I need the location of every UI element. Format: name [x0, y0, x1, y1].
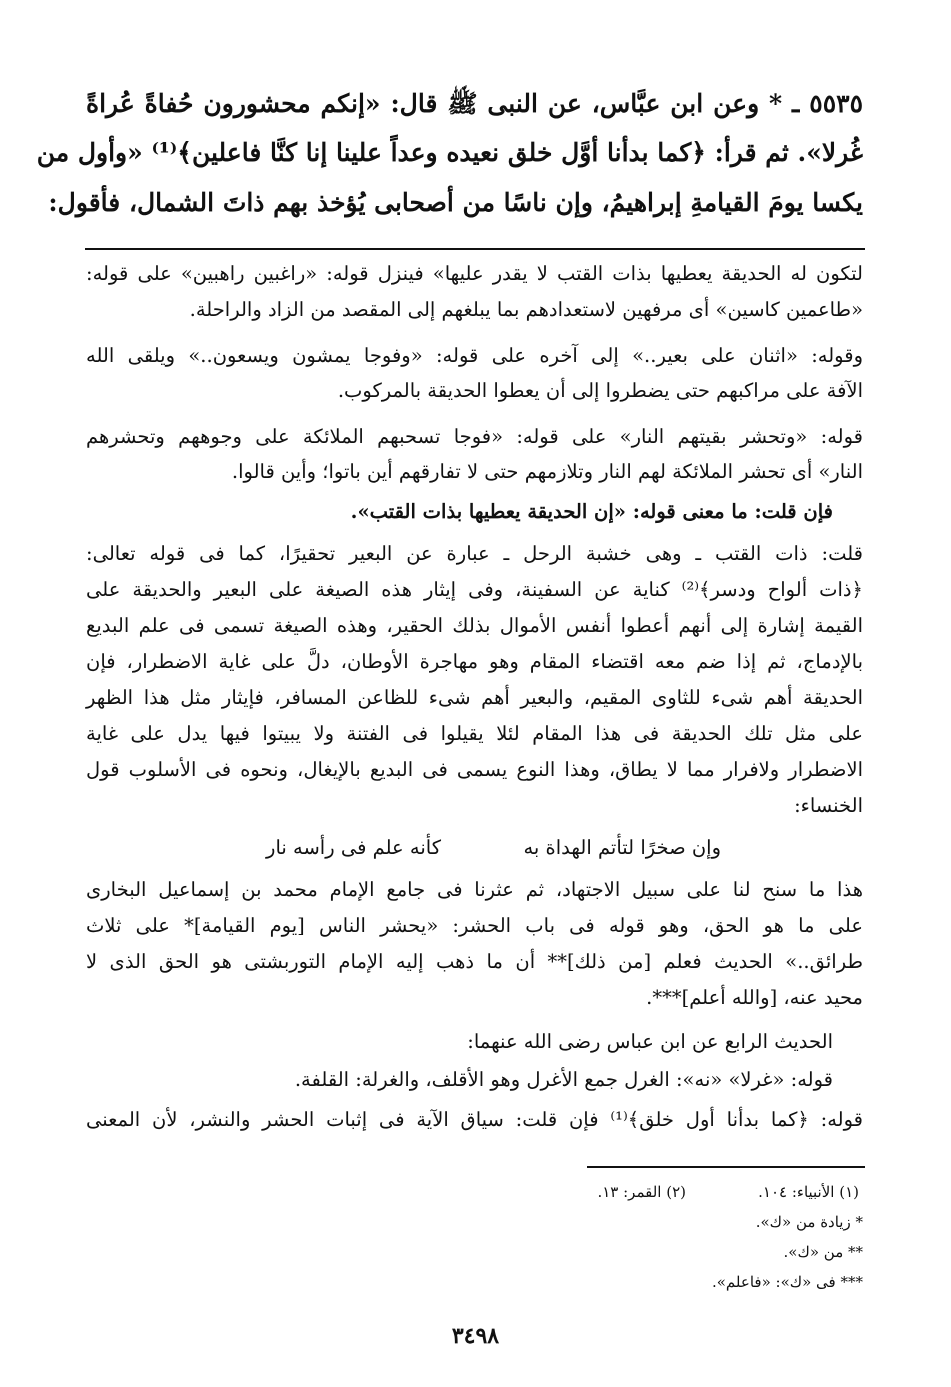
footnote-star-1: * زيادة من «ك». [755, 1213, 863, 1231]
commentary-line: قوله: «وتحشر بقيتهم النار» على قوله: «فوجا تسحبهم الملائكة على وجوههم وتحشرهم [86, 425, 863, 448]
footnote-star-3: *** فى «ك»: «فاعلم». [711, 1273, 863, 1291]
commentary-line: على مثل تلك الحديقة فى هذا المقام لئلا يقيلوا فى الفتنة ولا يبيتوا فيها يدل على غاية [86, 722, 863, 745]
commentary-line: الآفة على مراكبهم حتى يضطروا إلى أن يعطوا الحديقة بالمركوب. [337, 379, 863, 402]
commentary-line: لتكون له الحديقة يعطيها بذات القتب لا يقدر عليها» فينزل قوله: «راغبين راهبين» على قوله: [86, 262, 863, 285]
commentary-line: قوله: ﴿كما بدأنا أول خلق﴾⁽¹⁾ فإن قلت: سياق الآية فى إثبات الحشر والنشر، لأن المعنى [86, 1108, 863, 1131]
commentary-line: محيد عنه، [والله أعلم]***. [646, 986, 863, 1009]
commentary-line: قوله: «غرلا» «نه»: الغرل جمع الأغرل وهو الأقلف، والغرلة: القلفة. [294, 1068, 833, 1091]
footnote-rule [587, 1166, 865, 1168]
hadith-line-3: يكسا يومَ القيامةِ إبراهيمُ، وإن ناسًا من أصحابى يُؤخذ بهم ذاتَ الشمال، فأقول: [48, 188, 863, 217]
poem-second-hemistich: كأنه علم فى رأسه نار [266, 836, 441, 859]
hadith-line-1: ٥٥٣٥ ـ * وعن ابن عبَّاس، عن النبى ﷺ قال: «إنكم محشورون حُفاةً عُراةً [86, 89, 863, 118]
commentary-line: النار» أى تحشر الملائكة لهم النار وتلازمهم حتى لا تفارقهم أين باتوا؛ وأين قالوا. [231, 460, 863, 483]
commentary-line: الحديقة أهم شىء للثاوى المقيم، والبعير أهم شىء للظاعن المسافر، فإيثار مثل هذا الظهر [86, 686, 863, 709]
commentary-line: ﴿ذات ألواح ودسر﴾⁽²⁾ كناية عن السفينة، وفى إيثار هذه الصيغة على البعير والحديقة على [86, 578, 863, 601]
commentary-line: «طاعمين كاسين» أى مرفهين لاستعدادهم بما يبلغهم إلى المقصد من الزاد والراحلة. [189, 298, 863, 321]
commentary-line: وقوله: «اثنان على بعير..» إلى آخره على قوله: «وفوجا يمشون ويسعون..» ويلقى الله [86, 344, 863, 367]
section-heading: الحديث الرابع عن ابن عباس رضى الله عنهما: [467, 1030, 833, 1053]
commentary-line: قلت: ذات القتب ـ وهى خشبة الرحل ـ عبارة عن البعير تحقيرًا، كما فى قوله تعالى: [86, 542, 863, 565]
footnote-star-2: ** من «ك». [783, 1243, 863, 1261]
commentary-question: فإن قلت: ما معنى قوله: «إن الحديقة يعطيها بذات القتب». [350, 500, 833, 523]
commentary-line: بالإدماج، ثم إذا ضم معه اقتضاء المقام وهو مهاجرة الأوطان، دلَّ على غاية الاضطرار، فإن [86, 650, 863, 673]
commentary-line: الخنساء: [794, 794, 863, 817]
footnote-2: (٢) القمر: ١٣. [597, 1183, 686, 1201]
commentary-line: هذا ما سنح لنا على سبيل الاجتهاد، ثم عثرنا فى جامع الإمام محمد بن إسماعيل البخارى [86, 878, 863, 901]
separator-rule [85, 248, 865, 250]
commentary-line: على ما هو الحق، وهو قوله فى باب الحشر: «يحشر الناس [يوم القيامة]* على ثلاث [86, 914, 863, 937]
hadith-line-2: غُرلا». ثم قرأ: ﴿كما بدأنا أوَّل خلق نعيده وعداً علينا إنا كنَّا فاعلين﴾⁽¹⁾ «وأول من [36, 138, 863, 167]
commentary-line: القيمة إشارة إلى أنهم أعطوا أنفس الأموال بذلك الحقير، وهذه الصيغة تسمى فى علم البديع [86, 614, 863, 637]
commentary-line: الاضطرار ولافرار مما لا يطاق، وهذا النوع يسمى فى البديع بالإيغال، ونحوه فى الأسلوب قول [86, 758, 863, 781]
page-number: ٣٤٩٨ [451, 1323, 500, 1349]
commentary-line: طرائق..» الحديث فعلم [من ذلك]** أن ما ذهب إليه الإمام التوربشتى هو الحق الذى لا [86, 950, 863, 973]
footnote-1: (١) الأنبياء: ١٠٤. [758, 1183, 859, 1201]
poem-first-hemistich: وإن صخرًا لتأتم الهداة به [523, 836, 721, 859]
